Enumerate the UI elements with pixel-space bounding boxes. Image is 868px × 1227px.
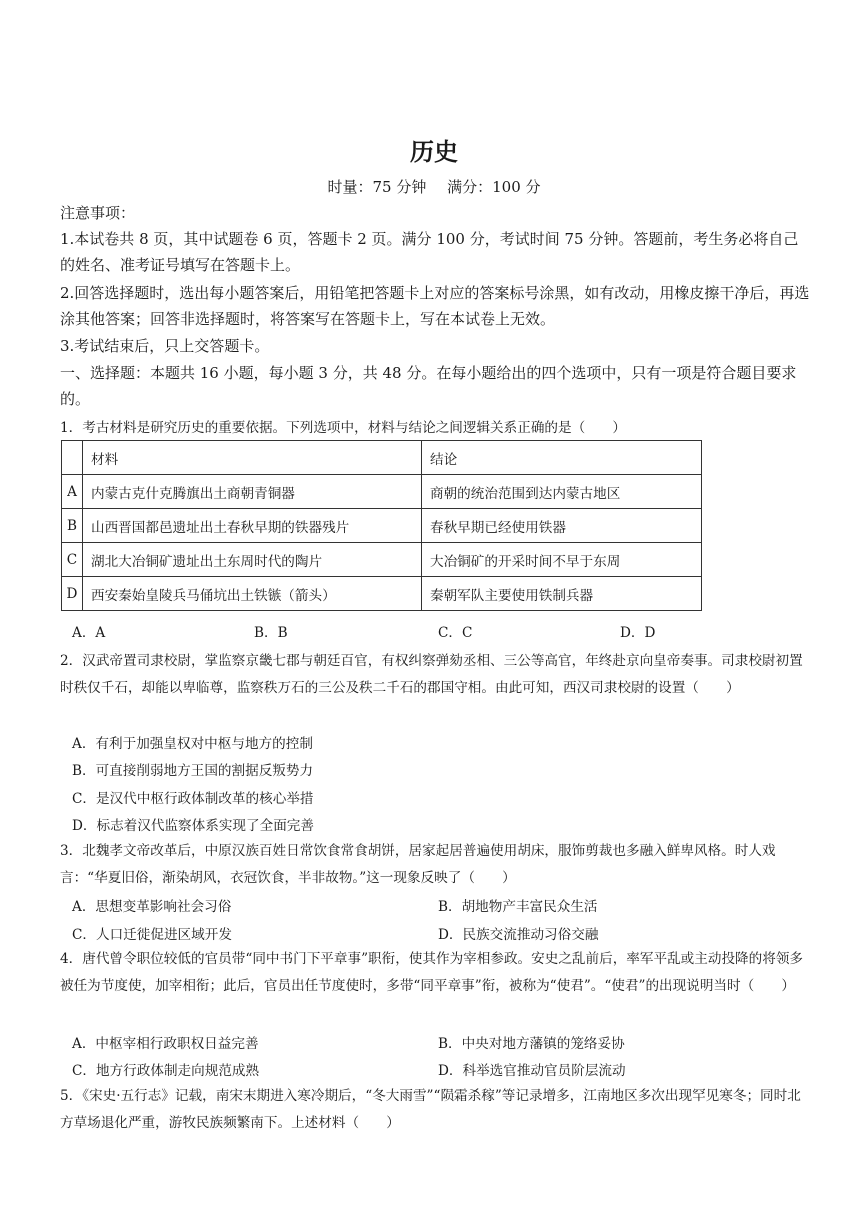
table-cell: 西安秦始皇陵兵马俑坑出土铁镞（箭头） — [83, 577, 422, 611]
q3-option-b[interactable]: B．胡地物产丰富民众生活 — [438, 899, 598, 915]
q2-stem: 2．汉武帝置司隶校尉，掌监察京畿七郡与朝廷百官，有权纠察弹劾丞相、三公等高官，年终赴京向皇帝奏事。司隶校尉初置时秩仅千石，却能以卑临尊，监察秩万石的三公及秩二千石的郡国守相。由此可知，西汉司隶校尉的设置（ ） — [60, 653, 803, 696]
q1-stem: 1．考古材料是研究历史的重要依据。下列选项中，材料与结论之间逻辑关系正确的是（ ） — [60, 420, 626, 436]
table-header-material: 材料 — [83, 441, 422, 475]
q2-option-a[interactable]: A．有利于加强皇权对中枢与地方的控制 — [72, 736, 313, 752]
note-1: 1.本试卷共 8 页，其中试题卷 6 页，答题卡 2 页。满分 100 分，考试时间 75 分钟。答题前，考生务必将自己的姓名、准考证号填写在答题卡上。 — [60, 230, 799, 274]
table-cell: C — [62, 543, 83, 577]
q3-stem: 3．北魏孝文帝改革后，中原汉族百姓日常饮食常食胡饼，居家起居普遍使用胡床，服饰剪裁也多融入鲜卑风格。时人戏言：“华夏旧俗，渐染胡风，衣冠饮食，半非故物。”这一现象反映了（ ） — [60, 843, 776, 886]
exam-time: 时量：75 分钟 — [327, 178, 427, 196]
q1-option-c[interactable]: C．C — [438, 625, 473, 641]
table-header-conclusion: 结论 — [422, 441, 702, 475]
section-heading: 一、选择题：本题共 16 小题，每小题 3 分，共 48 分。在每小题给出的四个选项中，只有一项是符合题目要求的。 — [60, 364, 797, 408]
note-2: 2.回答选择题时，选出每小题答案后，用铅笔把答题卡上对应的答案标号涂黑，如有改动，用橡皮擦干净后，再选涂其他答案；回答非选择题时，将答案写在答题卡上，写在本试卷上无效。 — [60, 284, 810, 328]
table-row — [62, 543, 702, 577]
notes-heading: 注意事项： — [60, 204, 136, 222]
table-cell: 春秋早期已经使用铁器 — [422, 509, 702, 543]
table-cell: D — [62, 577, 83, 611]
q4-stem: 4．唐代曾令职位较低的官员带“同中书门下平章事”职衔，使其作为宰相参政。安史之乱前后，率军平乱或主动投降的将领多被任为节度使，加宰相衔；此后，官员出任节度使时，多带“同平章事”衔，被称为“使君”。“使君”的出现说明当时（ ） — [60, 951, 804, 994]
q1-option-d[interactable]: D．D — [620, 625, 656, 641]
table-row — [62, 577, 702, 611]
q5-stem: 5．《宋史·五行志》记载，南宋末期进入寒冷期后，“冬大雨雪”“陨霜杀稼”等记录增多，江南地区多次出现罕见寒冬；同时北方草场退化严重，游牧民族频繁南下。上述材料（ ） — [60, 1088, 801, 1131]
q3-option-a[interactable]: A．思想变革影响社会习俗 — [72, 899, 232, 915]
q2-option-b[interactable]: B．可直接削弱地方王国的割据反叛势力 — [72, 763, 314, 779]
table-cell: 内蒙古克什克腾旗出土商朝青铜器 — [83, 475, 422, 509]
table-cell: B — [62, 509, 83, 543]
note-3: 3.考试结束后，只上交答题卡。 — [60, 337, 270, 355]
table-row — [62, 475, 702, 509]
q1-table — [61, 440, 702, 611]
q4-option-a[interactable]: A．中枢宰相行政职权日益完善 — [72, 1036, 259, 1052]
table-cell: 山西晋国都邑遗址出土春秋早期的铁器残片 — [83, 509, 422, 543]
table-cell: A — [62, 475, 83, 509]
table-row — [62, 509, 702, 543]
table-cell: 大冶铜矿的开采时间不早于东周 — [422, 543, 702, 577]
table-header-row — [62, 441, 702, 475]
q2-option-c[interactable]: C．是汉代中枢行政体制改革的核心举措 — [72, 791, 314, 807]
table-cell: 秦朝军队主要使用铁制兵器 — [422, 577, 702, 611]
q4-option-b[interactable]: B．中央对地方藩镇的笼络妥协 — [438, 1036, 625, 1052]
table-cell: 湖北大冶铜矿遗址出土东周时代的陶片 — [83, 543, 422, 577]
exam-meta — [0, 176, 868, 197]
q3-option-c[interactable]: C．人口迁徙促进区域开发 — [72, 927, 232, 943]
q1-option-b[interactable]: B．B — [254, 625, 288, 641]
q4-option-c[interactable]: C．地方行政体制走向规范成熟 — [72, 1063, 260, 1079]
table-cell: 商朝的统治范围到达内蒙古地区 — [422, 475, 702, 509]
q2-option-d[interactable]: D．标志着汉代监察体系实现了全面完善 — [72, 818, 314, 834]
table-cell — [62, 441, 83, 475]
q4-option-d[interactable]: D．科举选官推动官员阶层流动 — [438, 1063, 626, 1079]
page-title: 历史 — [410, 137, 458, 166]
q1-option-a[interactable]: A．A — [72, 625, 106, 641]
q3-option-d[interactable]: D．民族交流推动习俗交融 — [438, 927, 599, 943]
exam-score: 满分：100 分 — [447, 178, 541, 196]
